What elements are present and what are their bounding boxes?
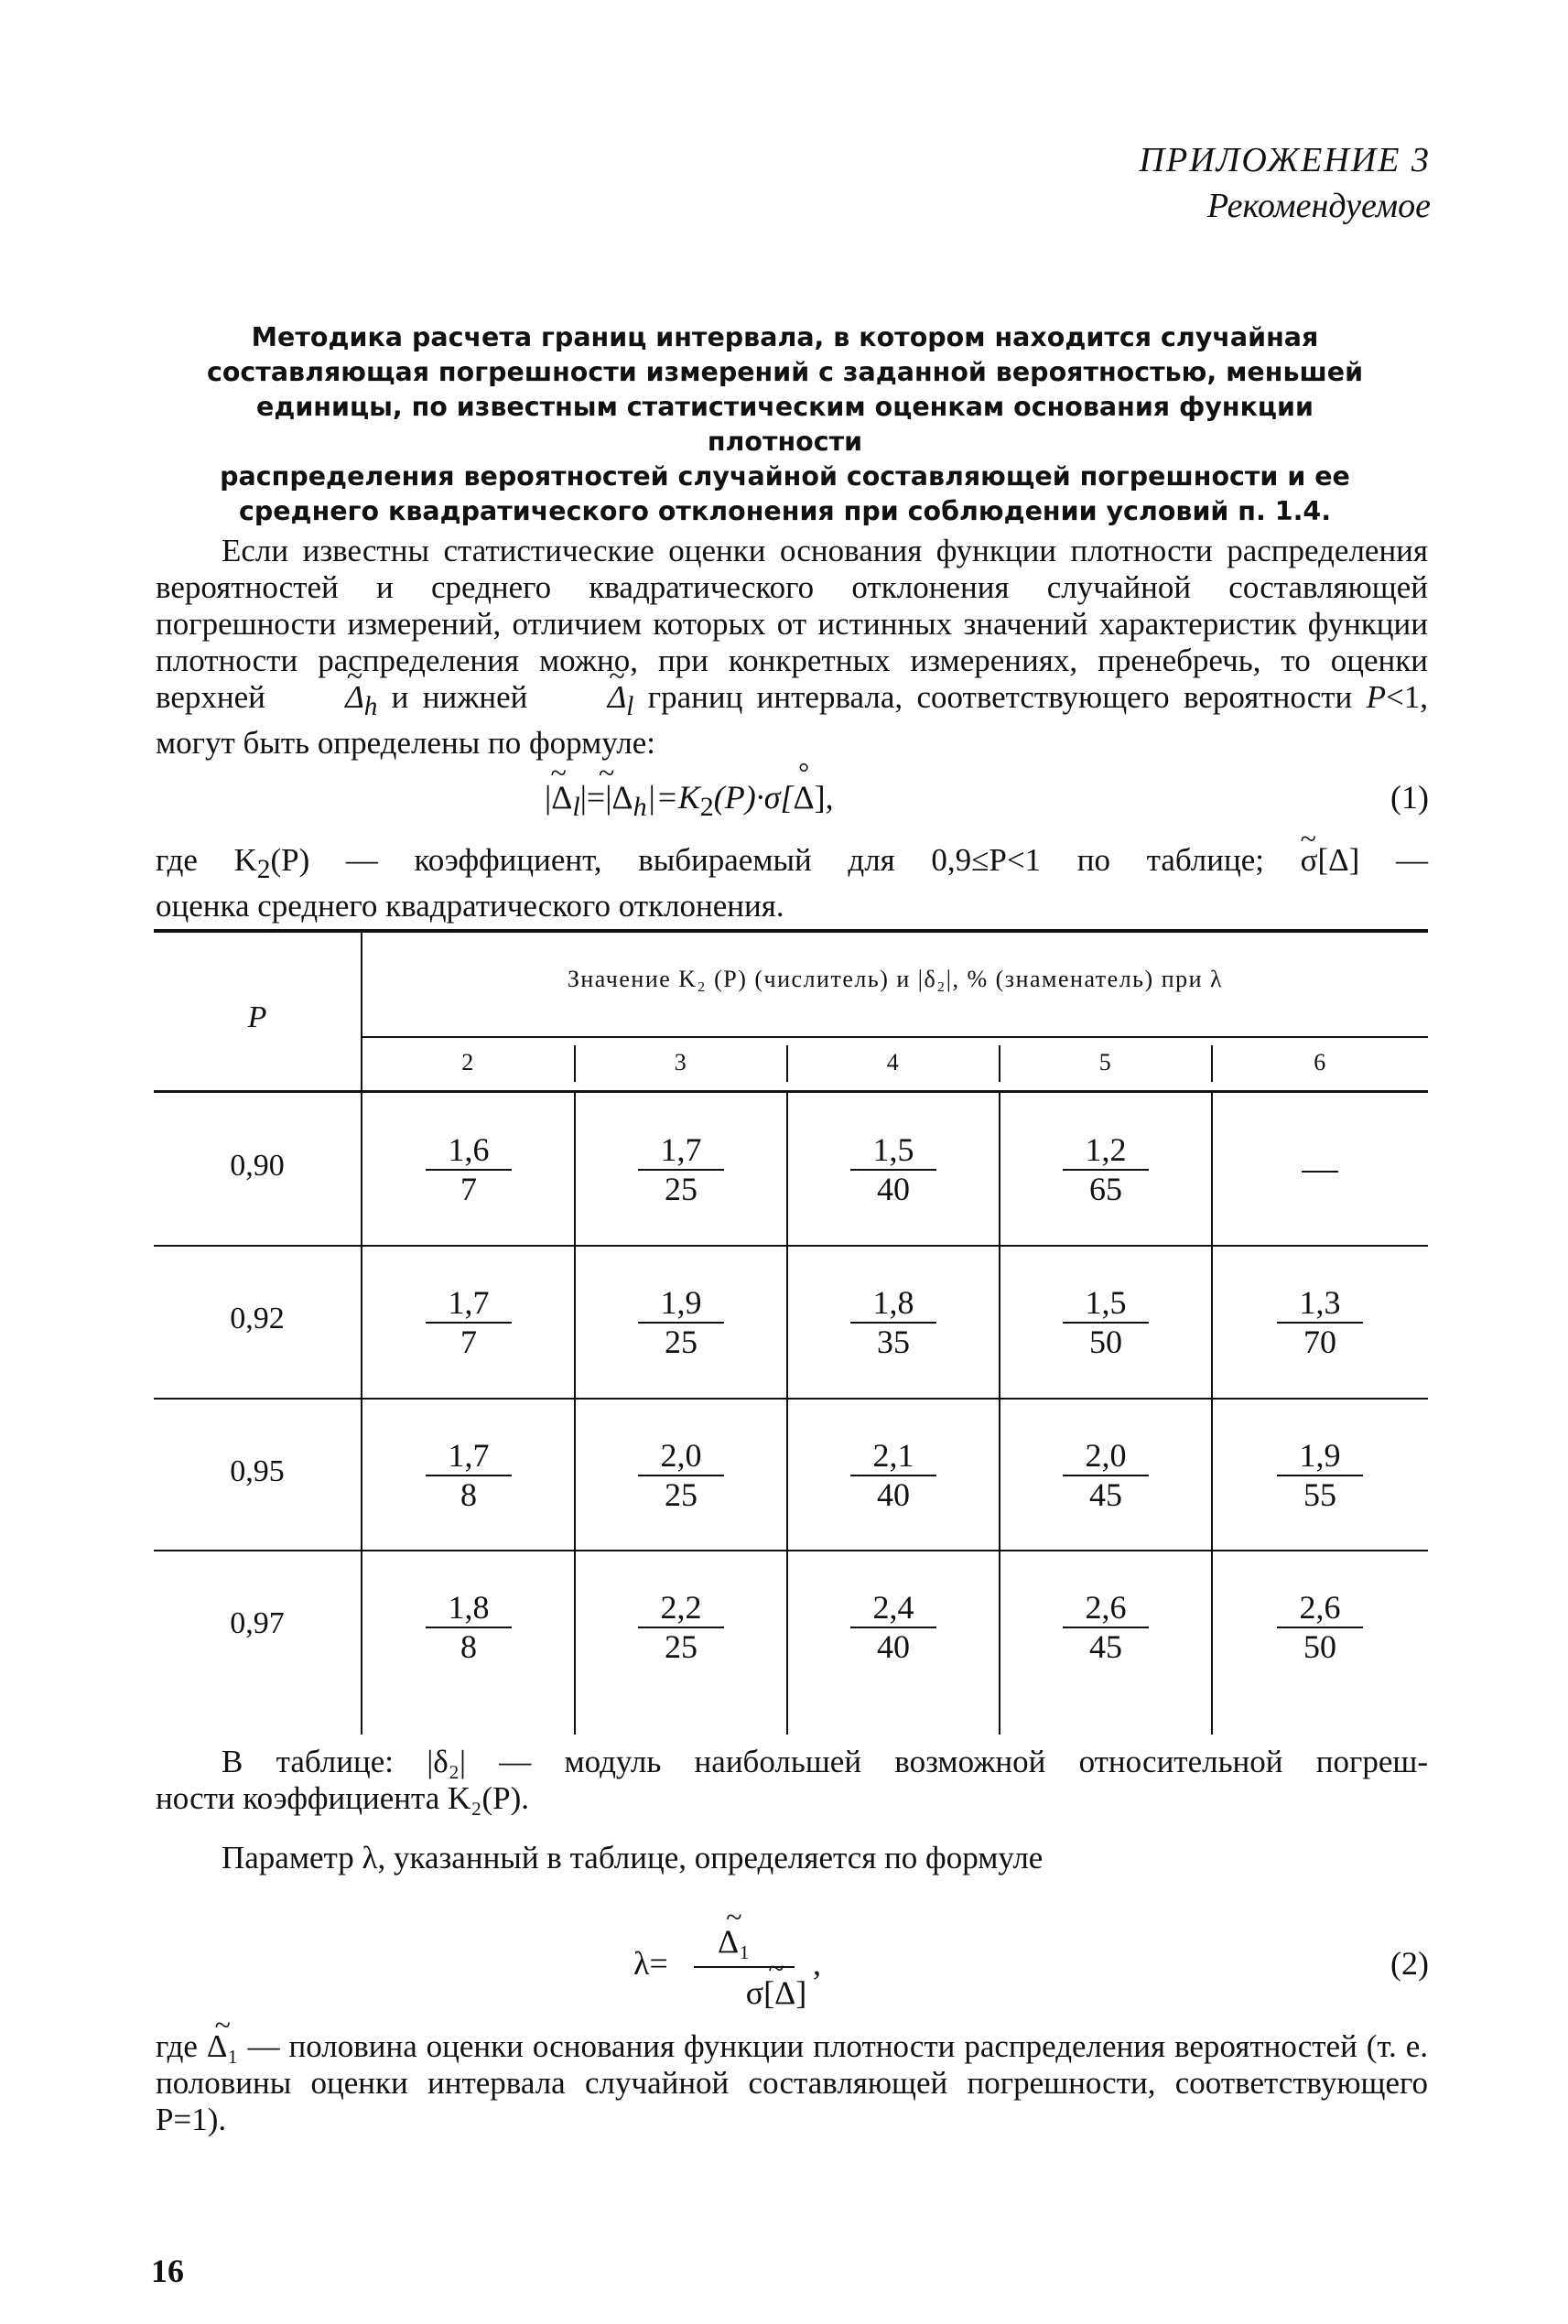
table-cell: 2,4 40 <box>834 1588 953 1665</box>
formula-term: (P)·σ[ <box>713 779 794 816</box>
formula-term: ~ |Δ <box>545 778 572 816</box>
note-line: В таблице: |δ₂| — модуль наибольшей возможной относительной погреш- <box>222 1744 1428 1779</box>
table-group-header: Значение K₂ (P) (числитель) и |δ₂|, % (знаменатель) при λ <box>567 966 1224 992</box>
p-column-header: P <box>247 1000 267 1034</box>
formula-term: ], <box>814 779 834 816</box>
table-cell: 2,6 45 <box>1046 1588 1165 1665</box>
lambda-header: 3 <box>674 1049 688 1076</box>
where-text: (P) — коэффициент, выбираемый для 0,9≤P<1 по таблице; <box>270 842 1264 878</box>
formula-1: ~ $|\Delta_l\sim$ $|=|\Delta_h|=K_2(P)\cdot\sigma[^\circ$ Δ], <box>545 778 834 823</box>
table-cell: 1,7 25 <box>622 1130 741 1207</box>
table-cell: 2,1 40 <box>834 1436 953 1513</box>
probability-symbol: P <box>1366 679 1386 715</box>
where-text: — половина оценки основания функции плотности распределения вероятностей (т. е. половины оценки интервала случайной составляющей погрешности, соответствующего P=1). <box>156 2028 1429 2137</box>
p-value: 0,92 <box>230 1302 285 1335</box>
lambda-header: 6 <box>1314 1049 1327 1076</box>
page-number: 16 <box>151 2253 184 2289</box>
table-cell: 1,9 25 <box>622 1283 741 1360</box>
delta-one-symbol: ~ Δ₁ <box>207 2028 239 2065</box>
p-value: 0,95 <box>230 1454 285 1488</box>
table-cell: 1,7 8 <box>409 1436 528 1513</box>
table-note <box>156 1744 1428 1817</box>
heading-line: Методика расчета границ интервала, в котором находится случайная <box>251 322 1319 352</box>
table-cell: 1,8 8 <box>409 1588 528 1665</box>
where-text: — <box>1396 842 1428 878</box>
formula-term: ~ |=|Δ <box>580 778 633 816</box>
formula-comma: , <box>813 1945 821 1982</box>
appendix-title: ПРИЛОЖЕНИЕ 3 <box>1139 141 1431 179</box>
intro-text: и нижней <box>391 679 528 715</box>
heading-line: составляющая погрешности измерений с заданной вероятностью, меньшей <box>206 357 1364 387</box>
section-heading <box>206 320 1364 529</box>
lower-bound-symbol: ~ Δ <box>542 679 627 716</box>
table-cell: 1,8 35 <box>834 1283 953 1360</box>
heading-line: среднего квадратического отклонения при соблюдении условий п. 1.4. <box>238 496 1332 526</box>
heading-line: распределения вероятностей случайной составляющей погрешности и ее <box>220 461 1350 492</box>
formula-denominator: ~ σ[Δ] <box>746 1973 807 2012</box>
empty-cell-dash <box>1302 1171 1338 1173</box>
formula-term: |=K <box>646 779 700 816</box>
where-clause-2 <box>156 2028 1428 2138</box>
lambda-intro: Параметр λ, указанный в таблице, определяется по формуле <box>222 1840 1044 1875</box>
table-cell: 1,6 7 <box>409 1130 528 1207</box>
sigma-symbol: ~ σ[Δ] <box>1301 842 1360 879</box>
formula-term: ° Δ <box>794 778 815 816</box>
table-cell: 2,0 45 <box>1046 1436 1165 1513</box>
appendix-label <box>1140 137 1431 229</box>
formula-lhs: λ= <box>633 1945 668 1982</box>
table-cell: 1,9 55 <box>1260 1436 1379 1513</box>
lambda-header: 2 <box>461 1049 475 1076</box>
where-text: где K <box>156 842 257 878</box>
table-cell: 1,7 7 <box>409 1283 528 1360</box>
table-cell: 2,2 25 <box>622 1588 741 1665</box>
equation-number-2: (2) <box>1390 1945 1429 1982</box>
upper-bound-symbol: ~ Δ <box>279 679 364 716</box>
p-value: 0,97 <box>230 1606 285 1640</box>
formula-2 <box>633 1917 871 2017</box>
intro-text: Если известны статистические оценки основания функции плотности распределения вероятностей и среднего квадратического отклонения случайной составляющей погрешности измерений, отличием которых от истинных значений характеристик функции плотности распределения можно, при конкретных измерениях, пренебречь, то оценки верхней <box>156 533 1428 715</box>
where-text: где <box>156 2028 198 2064</box>
where-clause-1: где $K_2(P)$ — коэффициент, выбираемый для 0,9≤P<1 по таблице; ~ σ[Δ] — оценка среднего квадратического отклонения. <box>156 842 1428 924</box>
where-text: оценка среднего квадратического отклонения. <box>156 888 784 924</box>
formula-numerator: ~ Δ₁ <box>718 1922 751 1961</box>
coefficient-table <box>154 929 1428 1735</box>
p-value: 0,90 <box>230 1149 285 1183</box>
table-cell: 2,6 50 <box>1260 1588 1379 1665</box>
table-cell: 1,5 40 <box>834 1130 953 1207</box>
heading-line: единицы, по известным статистическим оценкам основания функции плотности <box>255 392 1314 457</box>
table-cell: 1,2 65 <box>1046 1130 1165 1207</box>
equation-number-1: (1) <box>1390 779 1429 816</box>
table-cell: 1,3 70 <box>1260 1283 1379 1360</box>
intro-text: границ интервала, соответствующего вероятности <box>647 679 1353 715</box>
table-cell: 2,0 25 <box>622 1436 741 1513</box>
intro-text: <1, могут быть определены по формуле: <box>156 679 1428 761</box>
intro-paragraph: Если известны статистические оценки основания функции плотности распределения вероятностей и среднего квадратического отклонения случайной составляющей погрешности измерений, отличием которых от истинных значений характеристик функции плотности распределения можно, при конкретных измерениях, пренебречь, то оценки верхней ~ $\Delta_h$ и нижней ~ $\Delta_l$ границ интервала, соответствующего вероятности P<1, могут быть определены по формуле: <box>156 533 1428 762</box>
lambda-header: 5 <box>1098 1049 1113 1076</box>
appendix-status: Рекомендуемое <box>1206 187 1431 225</box>
note-line: ности коэффициента K₂(P). <box>156 1780 530 1816</box>
table-cell: 1,5 50 <box>1046 1283 1165 1360</box>
lambda-header: 4 <box>886 1049 901 1076</box>
